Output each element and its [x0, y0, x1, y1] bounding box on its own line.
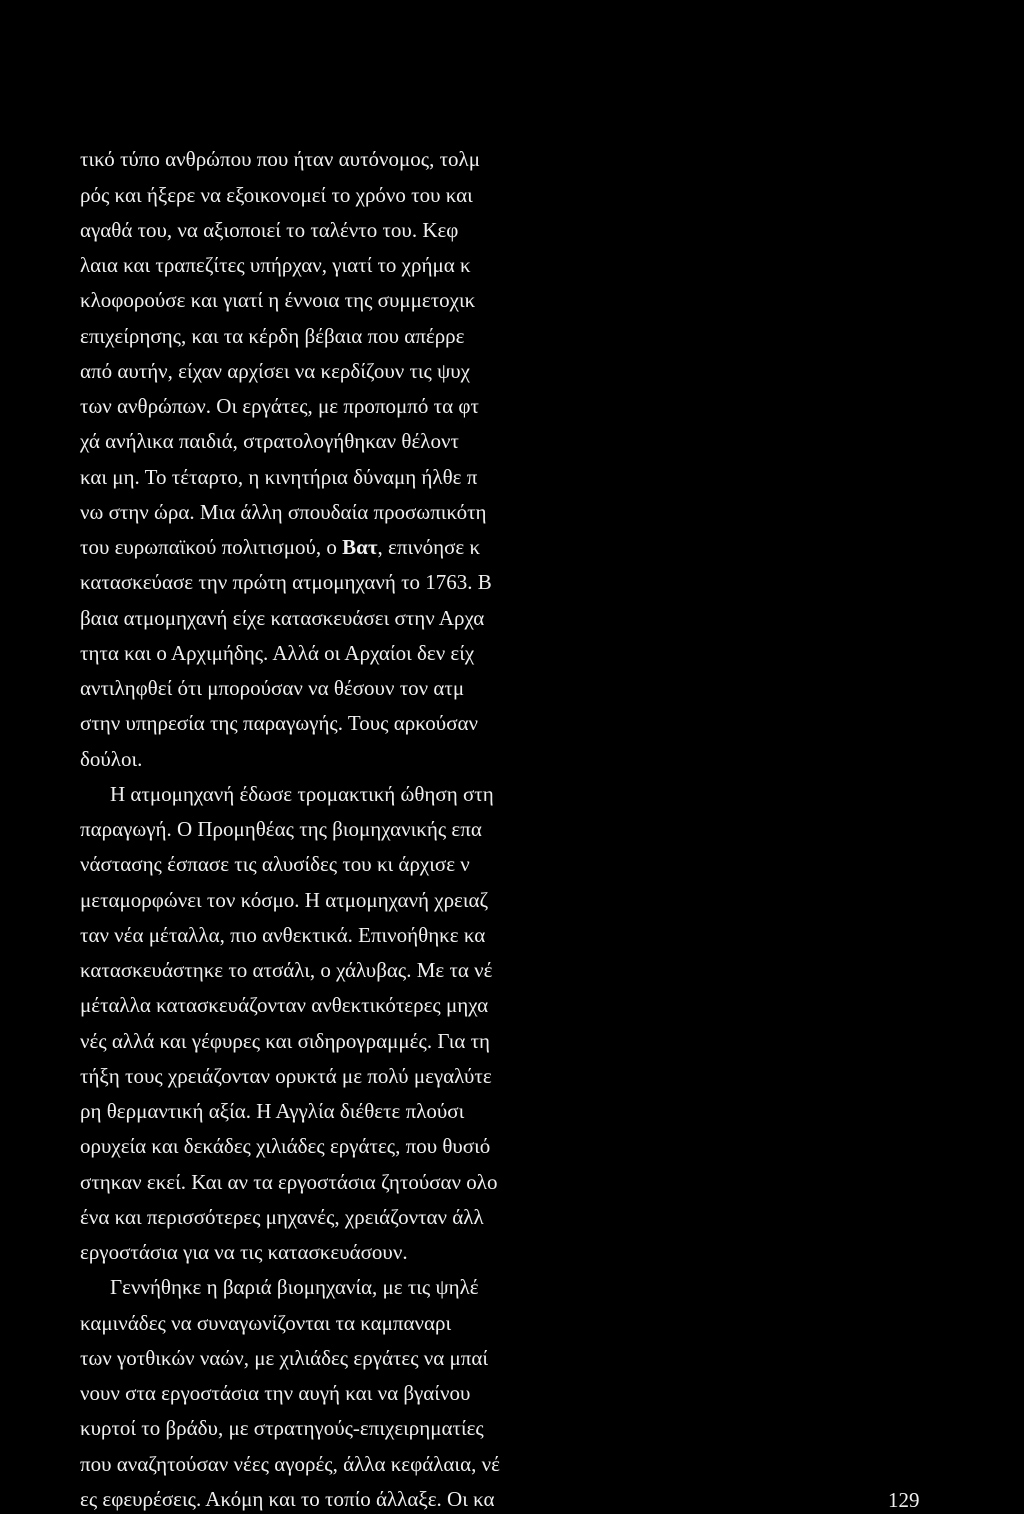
- text-line: νές αλλά και γέφυρες και σιδηρογραμμές. Για τη: [80, 1029, 491, 1053]
- text-line: ταν νέα μέταλλα, πιο ανθεκτικά. Επινοήθηκε κα: [80, 923, 486, 947]
- text-line: παραγωγή. Ο Προμηθέας της βιομηχανικής επα: [80, 817, 482, 841]
- text-line: μέταλλα κατασκευάζονταν ανθεκτικότερες μηχα: [80, 993, 489, 1017]
- text-line: ρός και ήξερε να εξοικονομεί το χρόνο του και: [80, 183, 473, 207]
- text-line: τήξη τους χρειάζονταν ορυκτά με πολύ μεγαλύτε: [80, 1064, 492, 1088]
- text-line: νάστασης έσπασε τις αλυσίδες του κι άρχισε ν: [80, 852, 470, 876]
- text-line: ορυχεία και δεκάδες χιλιάδες εργάτες, που θυσιό: [80, 1134, 491, 1158]
- text-line: κατασκεύασε την πρώτη ατμομηχανή το 1763. Β: [80, 570, 492, 594]
- text-line: βαια ατμομηχανή είχε κατασκευάσει στην Αρχα: [80, 606, 485, 630]
- text-line: που αναζητούσαν νέες αγορές, άλλα κεφάλαια, νέ: [80, 1452, 500, 1476]
- text-line: ένα και περισσότερες μηχανές, χρειάζονταν άλλ: [80, 1205, 484, 1229]
- text-line: επιχείρησης, και τα κέρδη βέβαια που απέρρε: [80, 324, 465, 348]
- text-line: και μη. Το τέταρτο, η κινητήρια δύναμη ήλθε π: [80, 465, 478, 489]
- text-line: στηκαν εκεί. Και αν τα εργοστάσια ζητούσαν ολο: [80, 1170, 498, 1194]
- text-line: των γοτθικών ναών, με χιλιάδες εργάτες να μπαί: [80, 1346, 489, 1370]
- text-line: των ανθρώπων. Οι εργάτες, με προπομπό τα φτ: [80, 394, 479, 418]
- text-line: κυρτοί το βράδυ, με στρατηγούς-επιχειρηματίες: [80, 1416, 484, 1440]
- text-line: κατασκευάστηκε το ατσάλι, ο χάλυβας. Με τα νέ: [80, 958, 493, 982]
- emphasized-name: Βατ: [342, 535, 378, 559]
- text-line: του ευρωπαϊκού πολιτισμού, ο Βατ, επινόησε κ: [80, 535, 481, 559]
- text-line: αντιληφθεί ότι μπορούσαν να θέσουν τον ατμ: [80, 676, 465, 700]
- text-line: τητα και ο Αρχιμήδης. Αλλά οι Αρχαίοι δεν είχ: [80, 641, 475, 665]
- text-line: στην υπηρεσία της παραγωγής. Τους αρκούσαν: [80, 711, 479, 735]
- text-line: δούλοι.: [80, 747, 143, 771]
- text-line: καμινάδες να συναγωνίζονται τα καμπαναρι: [80, 1311, 452, 1335]
- text-line: από αυτήν, είχαν αρχίσει να κερδίζουν τις ψυχ: [80, 359, 470, 383]
- page-number: 129: [888, 1488, 920, 1512]
- text-line: ες εφευρέσεις. Ακόμη και το τοπίο άλλαξε. Οι κα: [80, 1487, 495, 1511]
- text-line: λαια και τραπεζίτες υπήρχαν, γιατί το χρήμα κ: [80, 253, 471, 277]
- text-line: εργοστάσια για να τις κατασκευάσουν.: [80, 1240, 408, 1264]
- text-line: μεταμορφώνει τον κόσμο. Η ατμομηχανή χρειαζ: [80, 888, 489, 912]
- paragraph-first-line: Η ατμομηχανή έδωσε τρομακτική ώθηση στη: [110, 782, 494, 806]
- paragraph-first-line: Γεννήθηκε η βαριά βιομηχανία, με τις ψηλέ: [110, 1275, 479, 1299]
- text-line: ρη θερμαντική αξία. Η Αγγλία διέθετε πλούσι: [80, 1099, 465, 1123]
- text-line: τικό τύπο ανθρώπου που ήταν αυτόνομος, τολμ: [80, 147, 480, 171]
- text-line: νουν στα εργοστάσια την αυγή και να βγαίνου: [80, 1381, 471, 1405]
- text-line: νω στην ώρα. Μια άλλη σπουδαία προσωπικότη: [80, 500, 487, 524]
- text-line: χά ανήλικα παιδιά, στρατολογήθηκαν θέλοντ: [80, 429, 459, 453]
- text-line: αγαθά του, να αξιοποιεί το ταλέντο του. Κεφ: [80, 218, 459, 242]
- text-line: κλοφορούσε και γιατί η έννοια της συμμετοχικ: [80, 288, 476, 312]
